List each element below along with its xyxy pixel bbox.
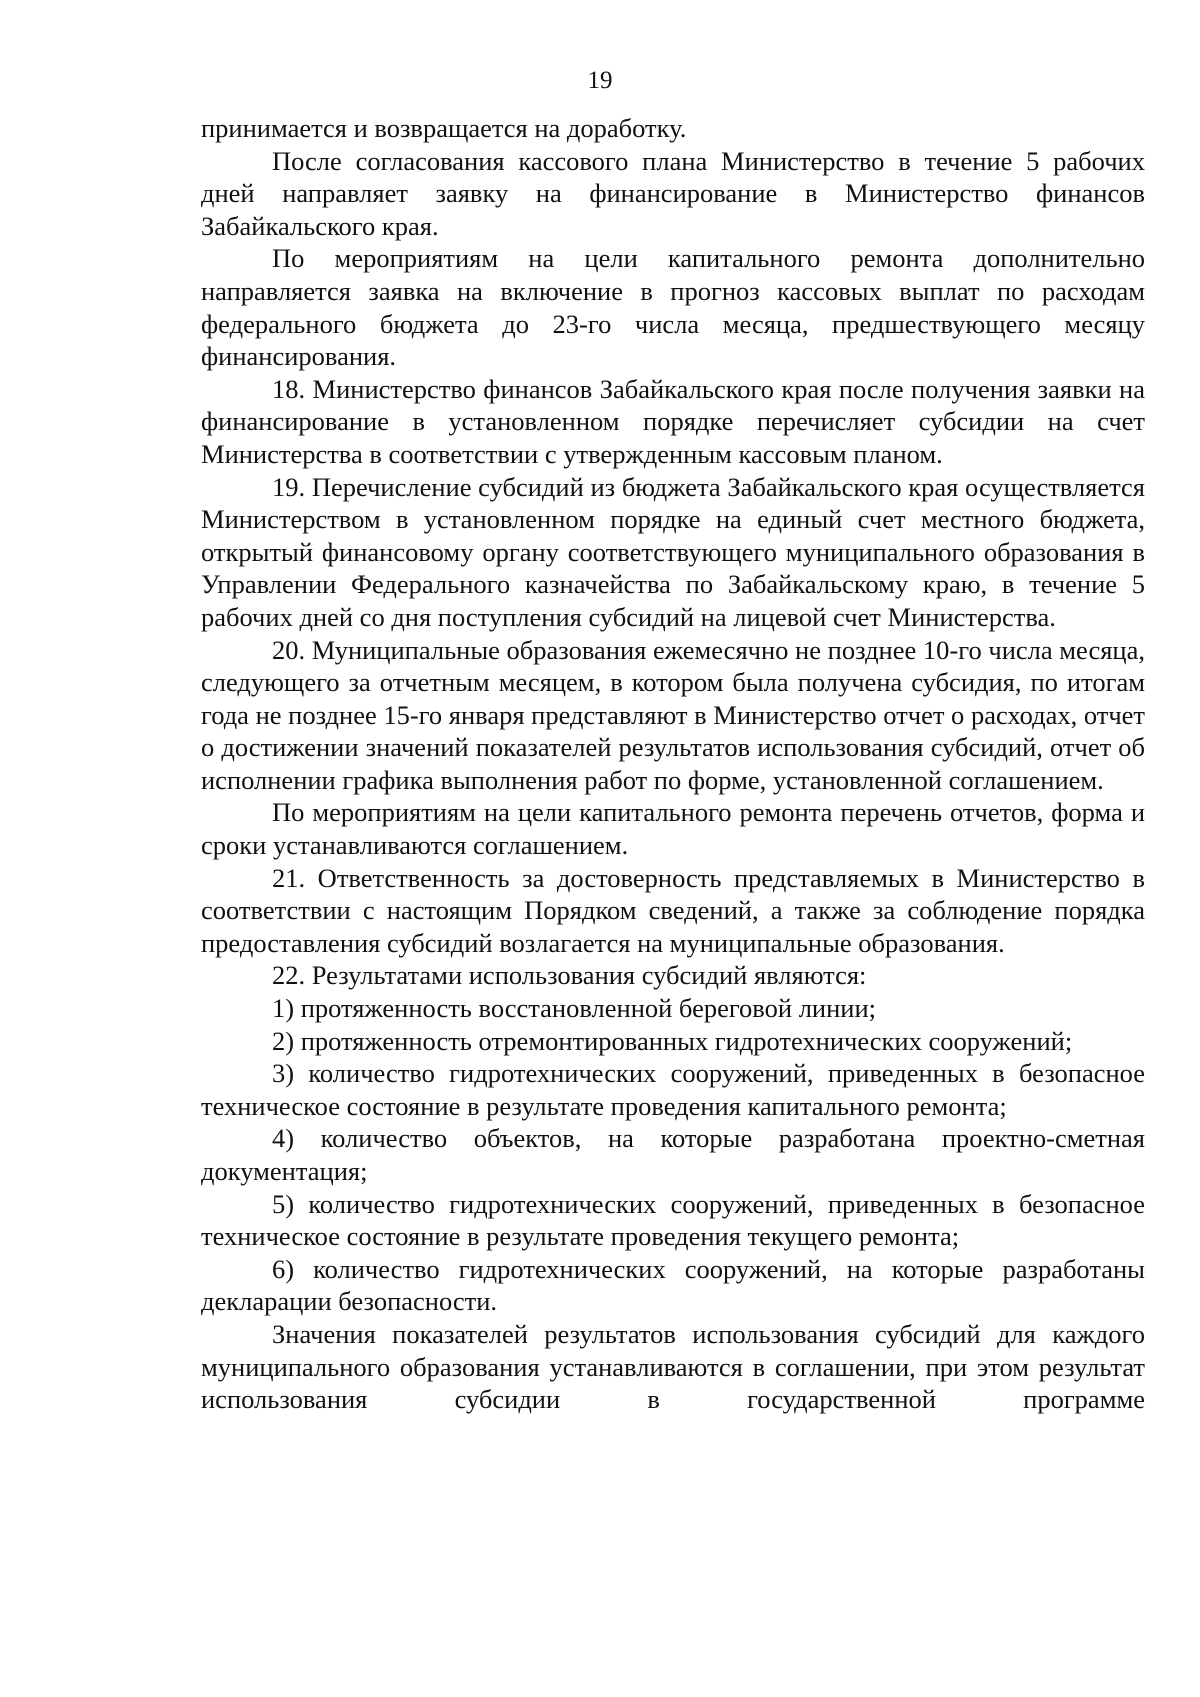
paragraph: 18. Министерство финансов Забайкальского края после получения заявки на финансирование в установленном порядке перечисляет субсидии на счет Министерства в соответствии с утвержденным кассовым планом. <box>201 373 1145 469</box>
paragraph: По мероприятиям на цели капитального ремонта перечень отчетов, форма и сроки устанавливаются соглашением. <box>201 797 1145 861</box>
paragraph: 5) количество гидротехнических сооружений, приведенных в безопасное техническое состояние в результате проведения текущего ремонта; <box>201 1188 1145 1252</box>
paragraph: 2) протяженность отремонтированных гидротехнических сооружений; <box>272 1025 1073 1056</box>
paragraph: 21. Ответственность за достоверность представляемых в Министерство в соответствии с настоящим Порядком сведений, а также за соблюдение порядка предоставления субсидий возлагается на муниципальные образования. <box>201 862 1145 958</box>
paragraph: Значения показателей результатов использования субсидий для каждого муниципального образования устанавливаются в соглашении, при этом результат использования субсидии в государственной программе <box>201 1318 1145 1415</box>
paragraph: 22. Результатами использования субсидий являются: <box>272 960 867 991</box>
paragraph: 19. Перечисление субсидий из бюджета Забайкальского края осуществляется Министерством в установленном порядке на единый счет местного бюджета, открытый финансовому органу соответствующего муниципального образования в Управлении Федерального казначейства по Забайкальскому краю, в течение 5 рабочих дней со дня поступления субсидий на лицевой счет Министерства. <box>201 471 1145 632</box>
document-body <box>201 112 1145 1416</box>
paragraph: После согласования кассового плана Министерство в течение 5 рабочих дней направляет заявку на финансирование в Министерство финансов Забайкальского края. <box>201 145 1145 241</box>
paragraph: 1) протяженность восстановленной береговой линии; <box>272 993 877 1024</box>
page-number: 19 <box>587 67 613 94</box>
paragraph: 20. Муниципальные образования ежемесячно не позднее 10-го числа месяца, следующего за отчетным месяцем, в котором была получена субсидия, по итогам года не позднее 15-го января представляют в Министерство отчет о расходах, отчет о достижении значений показателей результатов использования субсидий, отчет об исполнении графика выполнения работ по форме, установленной соглашением. <box>201 634 1145 795</box>
paragraph: 3) количество гидротехнических сооружений, приведенных в безопасное техническое состояние в результате проведения капитального ремонта; <box>201 1058 1145 1121</box>
paragraph: 4) количество объектов, на которые разработана проектно-сметная документация; <box>201 1123 1145 1186</box>
paragraph: принимается и возвращается на доработку. <box>201 113 687 143</box>
paragraph: По мероприятиям на цели капитального ремонта дополнительно направляется заявка на включение в прогноз кассовых выплат по расходам федерального бюджета до 23-го числа месяца, предшествующего месяцу финансирования. <box>201 243 1145 372</box>
paragraph: 6) количество гидротехнических сооружений, на которые разработаны декларации безопасности. <box>201 1253 1145 1317</box>
